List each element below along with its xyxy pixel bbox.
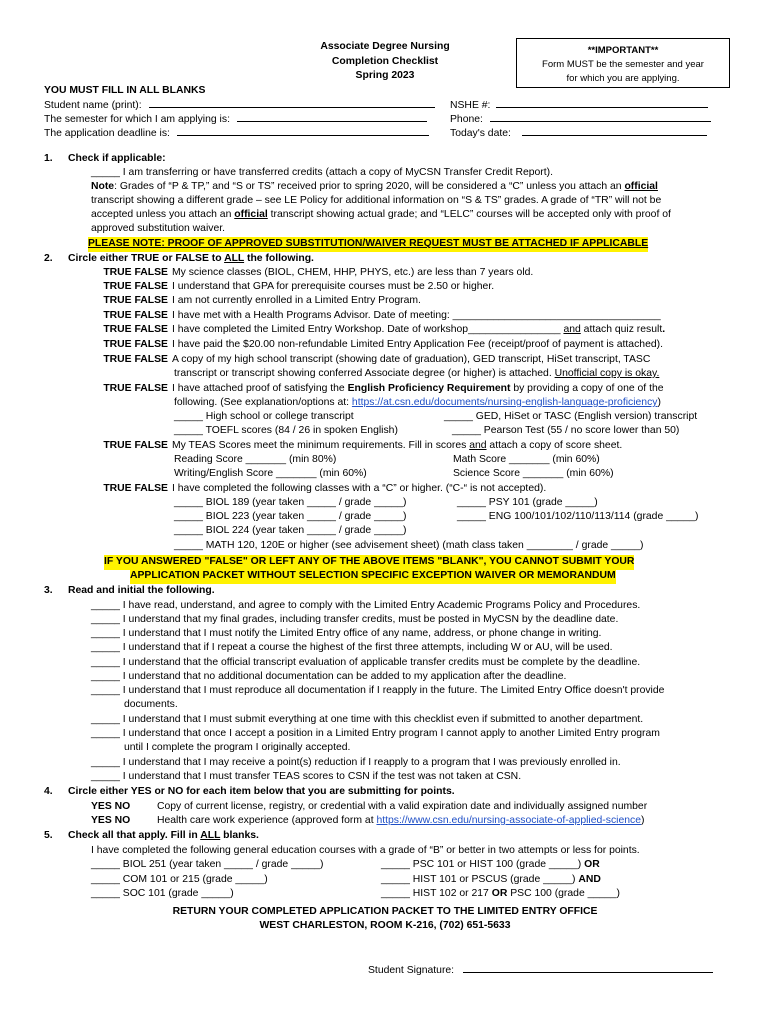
s5-head-a: Check all that apply. Fill in	[68, 830, 201, 841]
gen-ed-hist-102[interactable]	[381, 887, 620, 902]
initial-item-notify[interactable]: _____ I understand that I must notify the Limited Entry office of any name, address, or phone change in writing.	[91, 628, 602, 639]
and-emphasis: and	[469, 440, 487, 451]
tf-item-science	[80, 266, 533, 281]
tf-item-text-b: by providing a copy of one of the	[510, 383, 664, 394]
initial-item-grades[interactable]: _____ I understand that my final grades, including transfer credits, must be posted in MyCSN by the deadline date.	[91, 614, 619, 625]
tf-item-text: I have attached proof of satisfying the	[172, 383, 348, 394]
class-biol-224[interactable]: _____ BIOL 224 (year taken _____ / grade _____)	[174, 525, 407, 536]
gen-ed-biol-251[interactable]: _____ BIOL 251 (year taken _____ / grade _____)	[91, 859, 324, 870]
initial-item-reproduce[interactable]: _____ I understand that I must reproduce all documentation if I reapply in the future. The Limited Entry Office doesn't provide	[91, 685, 665, 696]
warning-line-1: IF YOU ANSWERED "FALSE" OR LEFT ANY OF THE ABOVE ITEMS "BLANK", YOU CANNOT SUBMIT YOUR	[104, 555, 634, 570]
nursing-aas-link[interactable]: https://www.csn.edu/nursing-associate-of-applied-science	[376, 815, 641, 826]
title-line-2: Completion Checklist	[331, 55, 439, 67]
important-line-2: for which you are applying.	[566, 73, 680, 84]
initial-item-teas[interactable]: _____ I understand that I must transfer TEAS scores to CSN if the test was not taken at CSN.	[91, 771, 522, 782]
tf-item-text: My TEAS Scores meet the minimum requirements. Fill in scores	[172, 440, 470, 451]
english-option-hs[interactable]: _____ High school or college transcript	[174, 411, 354, 422]
initial-item-accept[interactable]: _____ I understand that once I accept a position in a Limited Entry program I cannot apply to another Limited Entry program	[91, 728, 660, 739]
teas-reading[interactable]: Reading Score _______ (min 80%)	[174, 454, 337, 465]
semester-label: The semester for which I am applying is:	[44, 114, 230, 125]
teas-writing[interactable]: Writing/English Score _______ (min 60%)	[174, 468, 367, 479]
section-1-heading: Check if applicable:	[68, 153, 166, 164]
signature-row	[368, 963, 713, 979]
yes-no-choice[interactable]: YES NO	[91, 801, 131, 812]
tf-item-text: I have met with a Health Programs Advisor. Date of meeting: ____________________________________	[172, 310, 661, 321]
english-proficiency-link[interactable]: https://at.csn.edu/documents/nursing-english-language-proficiency	[351, 397, 658, 408]
unofficial-ok-note: Unofficial copy is okay.	[554, 368, 660, 379]
s2-head-a: Circle either TRUE or FALSE to	[68, 253, 225, 264]
s5-head-b: ALL	[200, 830, 221, 841]
tf-item-transcript-cont	[174, 367, 659, 382]
section-5-number: 5.	[44, 830, 53, 841]
nshe-label: NSHE #:	[450, 100, 491, 111]
student-name-label: Student name (print):	[44, 100, 142, 111]
true-false-choice[interactable]: TRUE FALSE	[103, 483, 168, 494]
note-text: : Grades of “P & TP,” and “S or TS” received prior to spring 2020, will be considered a “C” unless you attach an	[114, 181, 625, 192]
tf-item-text-b: attach a copy of score sheet.	[486, 440, 623, 451]
phone-field[interactable]	[490, 112, 711, 122]
points-text: Health care work experience (approved form at	[157, 815, 377, 826]
class-eng[interactable]: _____ ENG 100/101/102/110/113/114 (grade _____)	[457, 511, 699, 522]
tf-item-classes	[80, 482, 546, 497]
gen-ed-text: _____ HIST 102 or 217	[381, 888, 492, 899]
gen-ed-com[interactable]: _____ COM 101 or 215 (grade _____)	[91, 874, 268, 885]
class-biol-223[interactable]: _____ BIOL 223 (year taken _____ / grade _____)	[174, 511, 407, 522]
gen-ed-psc-hist[interactable]	[381, 858, 600, 873]
student-name-field[interactable]	[149, 98, 435, 108]
tf-item-text: I have completed the Limited Entry Workshop. Date of workshop________________	[172, 324, 564, 335]
initial-item-submit[interactable]: _____ I understand that I must submit everything at one time with this checklist even if submitted to another department.	[91, 714, 644, 725]
date-field[interactable]	[522, 126, 707, 136]
title-line-1: Associate Degree Nursing	[320, 41, 450, 52]
date-label: Today's date:	[450, 128, 511, 139]
s2-head-c: the following.	[244, 253, 314, 264]
teas-science[interactable]: Science Score _______ (min 60%)	[453, 468, 614, 479]
note-text-3a: accepted unless you attach an	[91, 209, 235, 220]
points-license	[91, 800, 647, 815]
true-false-choice[interactable]: TRUE FALSE	[103, 267, 168, 278]
and-emphasis: and	[563, 324, 581, 335]
section-1-number: 1.	[44, 153, 53, 164]
tf-item-period: .	[662, 324, 666, 335]
initial-item-evaluation[interactable]: _____ I understand that the official transcript evaluation of applicable transfer credits must be complete by the deadline.	[91, 657, 641, 668]
initial-item-reduction[interactable]: _____ I understand that I may receive a point(s) reduction if I reapply to a program that I was previously enrolled in.	[91, 757, 621, 768]
english-option-pearson[interactable]: _____ Pearson Test (55 / no score lower than 50)	[452, 425, 680, 436]
important-line-1: Form MUST be the semester and year	[542, 59, 704, 70]
initial-item-no-docs[interactable]: _____ I understand that no additional documentation can be added to my application after the deadline.	[91, 671, 567, 682]
important-box	[516, 38, 730, 88]
note-line-2: transcript showing a different grade – see LE Policy for additional information on “S & TS” grades. A grade of “TR” will not be	[91, 195, 662, 206]
note-text-3b: transcript showing actual grade; and “LELC” courses will be accepted only with proof of	[267, 209, 671, 220]
english-option-toefl[interactable]: _____ TOEFL scores (84 / 26 in spoken English)	[174, 425, 398, 436]
or-emphasis: OR	[584, 859, 600, 870]
points-experience	[91, 814, 644, 829]
initial-item-accept-cont: until I complete the program I originally accepted.	[124, 742, 351, 753]
tf-item-text: A copy of my high school transcript (showing date of graduation), GED transcript, HiSet transcript, TASC	[172, 354, 651, 365]
tf-item-text: I understand that GPA for prerequisite courses must be 2.50 or higher.	[172, 281, 495, 292]
section-2-heading	[68, 252, 314, 267]
s5-head-c: blanks.	[220, 830, 259, 841]
tf-item-english	[80, 382, 664, 397]
section-3-heading: Read and initial the following.	[68, 585, 215, 596]
class-biol-189[interactable]: _____ BIOL 189 (year taken _____ / grade _____)	[174, 497, 407, 508]
true-false-choice[interactable]: TRUE FALSE	[103, 310, 168, 321]
phone-label: Phone:	[450, 114, 483, 125]
tf-item-gpa	[80, 280, 494, 295]
true-false-choice[interactable]: TRUE FALSE	[103, 354, 168, 365]
transfer-credit-line[interactable]: _____ I am transferring or have transferred credits (attach a copy of MyCSN Transfer Credit Report).	[91, 167, 553, 178]
initial-item-repeat[interactable]: _____ I understand that if I repeat a course the highest of the first three attempts, including W or AU, will be used.	[91, 642, 613, 653]
tf-item-text: following. (See explanation/options at:	[174, 397, 352, 408]
initial-item-reproduce-cont: documents.	[124, 699, 178, 710]
teas-math[interactable]: Math Score _______ (min 60%)	[453, 454, 600, 465]
tf-item-text: I have paid the $20.00 non-refundable Limited Entry Application Fee (receipt/proof of payment is attached).	[172, 339, 663, 350]
signature-field[interactable]	[463, 963, 713, 973]
deadline-label: The application deadline is:	[44, 128, 170, 139]
return-line-2: WEST CHARLESTON, ROOM K-216, (702) 651-5633	[259, 920, 511, 931]
closing-paren: )	[657, 397, 661, 408]
section-2-number: 2.	[44, 253, 53, 264]
english-req-emphasis: English Proficiency Requirement	[347, 383, 511, 394]
true-false-choice[interactable]: TRUE FALSE	[103, 383, 168, 394]
tf-item-workshop	[80, 323, 665, 338]
gen-ed-soc[interactable]: _____ SOC 101 (grade _____)	[91, 888, 234, 899]
official-emphasis-2: official	[234, 209, 268, 220]
section-4-number: 4.	[44, 786, 53, 797]
gen-ed-intro: I have completed the following general education courses with a grade of “B” or better in two attempts or less for points.	[91, 845, 640, 856]
section-5-heading	[68, 829, 259, 844]
true-false-choice[interactable]: TRUE FALSE	[103, 339, 168, 350]
must-fill-heading: YOU MUST FILL IN ALL BLANKS	[44, 85, 206, 96]
tf-item-transcript	[80, 353, 650, 368]
note-line-4: approved substitution waiver.	[91, 223, 226, 234]
tf-item-text: I have completed the following classes with a “C” or higher. (“C-“ is not accepted).	[172, 483, 547, 494]
section-4-heading: Circle either YES or NO for each item below that you are submitting for points.	[68, 786, 455, 797]
title-line-3: Spring 2023	[355, 70, 415, 81]
true-false-choice[interactable]: TRUE FALSE	[103, 324, 168, 335]
closing-paren: )	[640, 815, 645, 826]
gen-ed-text: _____ HIST 101 or PSCUS (grade _____)	[381, 874, 579, 885]
note-label: Note	[91, 181, 115, 192]
gen-ed-text-b: PSC 100 (grade _____)	[507, 888, 620, 899]
points-text: Copy of current license, registry, or credential with a valid expiration date and individually assigned number	[157, 801, 648, 812]
tf-item-text-b: attach quiz result	[580, 324, 663, 335]
tf-item-teas	[80, 439, 622, 454]
true-false-choice[interactable]: TRUE FALSE	[103, 440, 168, 451]
tf-item-text: I am not currently enrolled in a Limited Entry Program.	[172, 295, 421, 306]
nshe-field[interactable]	[496, 98, 708, 108]
form-title	[290, 40, 480, 84]
date-row	[450, 126, 707, 142]
english-options-line	[174, 396, 661, 411]
deadline-row	[44, 126, 429, 142]
class-psy-101[interactable]: _____ PSY 101 (grade _____)	[457, 497, 598, 508]
true-false-choice[interactable]: TRUE FALSE	[103, 295, 168, 306]
gen-ed-text: _____ PSC 101 or HIST 100 (grade _____)	[381, 859, 585, 870]
tf-item-text: My science classes (BIOL, CHEM, HHP, PHYS, etc.) are less than 7 years old.	[172, 267, 534, 278]
note-line-1	[91, 180, 658, 195]
initial-item-policy[interactable]: _____ I have read, understand, and agree to comply with the Limited Entry Academic Programs Policy and Procedures.	[91, 600, 641, 611]
or-emphasis: OR	[491, 888, 508, 899]
tf-item-advisor	[80, 309, 661, 324]
section-3-number: 3.	[44, 585, 53, 596]
tf-item-text: transcript or transcript showing conferred Associate degree (or higher) is attached.	[174, 368, 555, 379]
true-false-choice[interactable]: TRUE FALSE	[103, 281, 168, 292]
english-option-ged[interactable]: _____ GED, HiSet or TASC (English version) transcript	[444, 411, 698, 422]
class-math[interactable]: _____ MATH 120, 120E or higher (see advisement sheet) (math class taken ________ / grade _____)	[174, 540, 644, 551]
return-line-1: RETURN YOUR COMPLETED APPLICATION PACKET TO THE LIMITED ENTRY OFFICE	[172, 906, 598, 917]
and-emphasis: AND	[578, 874, 601, 885]
s2-head-b: ALL	[224, 253, 245, 264]
signature-label: Student Signature:	[368, 965, 455, 976]
tf-item-fee	[80, 338, 663, 353]
gen-ed-hist-pscus[interactable]	[381, 873, 601, 888]
yes-no-choice[interactable]: YES NO	[91, 815, 131, 826]
semester-field[interactable]	[237, 112, 427, 122]
important-title: **IMPORTANT**	[587, 45, 659, 56]
please-note-banner: PLEASE NOTE: PROOF OF APPROVED SUBSTITUTION/WAIVER REQUEST MUST BE ATTACHED IF APPLICABLE	[88, 237, 648, 252]
tf-item-enrolled	[80, 294, 421, 309]
official-emphasis: official	[624, 181, 658, 192]
deadline-field[interactable]	[177, 126, 429, 136]
warning-line-2: APPLICATION PACKET WITHOUT SELECTION SPECIFIC EXCEPTION WAIVER OR MEMORANDUM	[130, 569, 616, 584]
note-line-3	[91, 208, 671, 223]
